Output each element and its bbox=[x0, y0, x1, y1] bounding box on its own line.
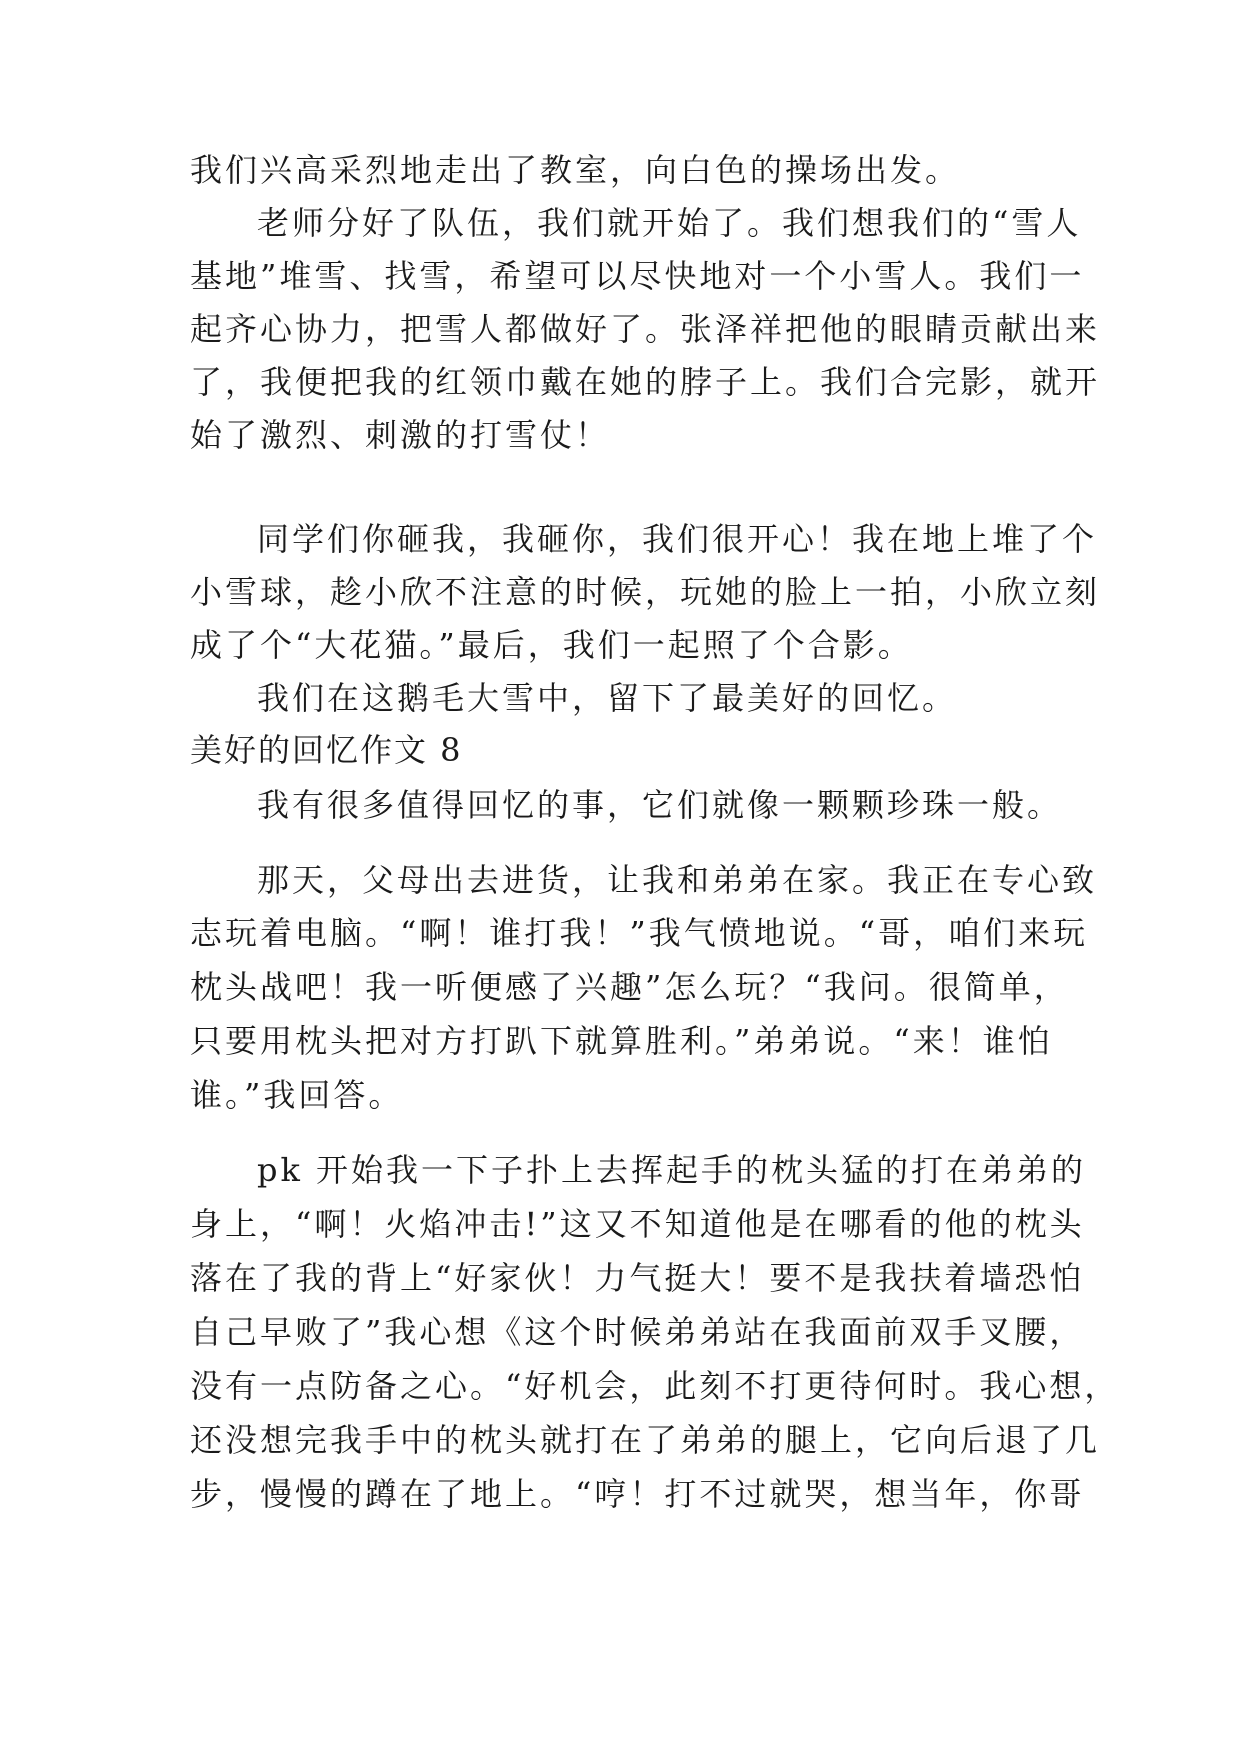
text-line: 枕头战吧！我一听便感了兴趣”怎么玩？“我问。很简单， bbox=[190, 968, 1069, 1006]
paragraph-start-line: 同学们你砸我，我砸你，我们很开心！我在地上堆了个 bbox=[257, 520, 1098, 558]
paragraph-start-line: 那天，父母出去进货，让我和弟弟在家。我正在专心致 bbox=[257, 861, 1098, 899]
text-line: 只要用枕头把对方打趴下就算胜利。”弟弟说。“来！谁怕 bbox=[190, 1022, 1053, 1060]
text-line: 还没想完我手中的枕头就打在了弟弟的腿上，它向后退了几 bbox=[190, 1421, 1101, 1459]
paragraph-start-line: pk 开始我一下子扑上去挥起手的枕头猛的打在弟弟的 bbox=[257, 1151, 1087, 1189]
text-line: 小雪球，趁小欣不注意的时候，玩她的脸上一拍，小欣立刻 bbox=[190, 573, 1101, 611]
text-line: 自己早败了”我心想《这个时候弟弟站在我面前双手叉腰， bbox=[190, 1313, 1085, 1351]
text-line: 起齐心协力，把雪人都做好了。张泽祥把他的眼睛贡献出来 bbox=[190, 310, 1101, 348]
text-line: 志玩着电脑。“啊！谁打我！”我气愤地说。“哥，咱们来玩 bbox=[190, 914, 1089, 952]
section-heading: 美好的回忆作文 8 bbox=[190, 731, 463, 769]
text-line: 没有一点防备之心。“好机会，此刻不打更待何时。我心想， bbox=[190, 1367, 1120, 1405]
text-line: 始了激烈、刺激的打雪仗！ bbox=[190, 416, 611, 454]
paragraph-start-line: 我们在这鹅毛大雪中，留下了最美好的回忆。 bbox=[257, 679, 958, 717]
text-line: 了，我便把我的红领巾戴在她的脖子上。我们合完影，就开 bbox=[190, 363, 1101, 401]
text-line: 步，慢慢的蹲在了地上。“哼！打不过就哭，想当年，你哥 bbox=[190, 1475, 1085, 1513]
text-line: 身上，“啊！火焰冲击!”这又不知道他是在哪看的他的枕头 bbox=[190, 1205, 1085, 1243]
text-line: 落在了我的背上“好家伙！力气挺大！要不是我扶着墙恐怕 bbox=[190, 1259, 1085, 1297]
text-line: 成了个“大花猫。”最后，我们一起照了个合影。 bbox=[190, 626, 913, 664]
paragraph-start-line: 老师分好了队伍，我们就开始了。我们想我们的“雪人 bbox=[257, 204, 1082, 242]
paragraph-start-line: 我有很多值得回忆的事，它们就像一颗颗珍珠一般。 bbox=[257, 786, 1063, 824]
text-line: 基地”堆雪、找雪，希望可以尽快地对一个小雪人。我们一 bbox=[190, 257, 1085, 295]
text-line: 我们兴高采烈地走出了教室，向白色的操场出发。 bbox=[190, 151, 961, 189]
text-line: 谁。”我回答。 bbox=[190, 1076, 404, 1114]
